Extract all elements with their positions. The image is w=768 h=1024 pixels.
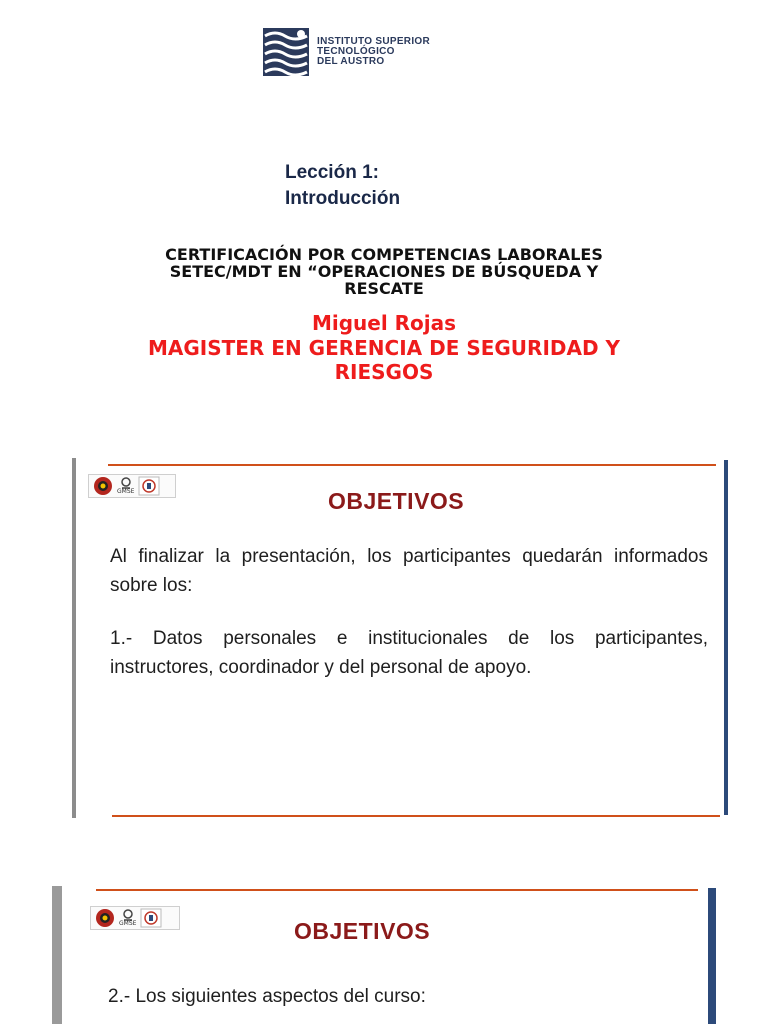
slide-badges	[90, 906, 180, 930]
firefighter-emblem-icon	[93, 476, 113, 496]
slide-left-bar	[52, 886, 62, 1024]
institution-line-2: TECNOLÓGICO	[317, 46, 395, 57]
author-degree	[60, 336, 708, 384]
slide-top-rule	[96, 889, 698, 891]
slide-title: OBJETIVOS	[328, 488, 465, 514]
slide-right-bar	[724, 460, 728, 815]
institutional-seal-icon	[140, 908, 162, 928]
certification-line-2: SETEC/MDT EN “OPERACIONES DE BÚSQUEDA Y	[169, 262, 599, 281]
gmse-logo-icon	[117, 477, 134, 495]
slide-item-1: 1.- Datos personales e institucionales de los participantes, instructores, coordinador y del personal de apoyo.	[110, 628, 708, 678]
slide-top-rule	[108, 464, 716, 466]
institution-logo	[263, 28, 430, 76]
gmse-label: GMSE	[117, 488, 135, 495]
slide-title: OBJETIVOS	[294, 918, 431, 944]
wave-shield-logo-icon	[263, 28, 309, 76]
lesson-number: Lección 1:	[285, 162, 379, 183]
slide-objetivos-2	[52, 886, 716, 1024]
slide-intro-text: Al finalizar la presentación, los participantes quedarán informados sobre los:	[110, 546, 708, 596]
certification-title	[60, 246, 708, 297]
lesson-title: Introducción	[285, 188, 401, 209]
institution-line-1: INSTITUTO SUPERIOR	[317, 36, 431, 47]
institutional-seal-icon	[138, 476, 160, 496]
slide-bottom-rule	[112, 815, 720, 817]
author-degree-line-1: MAGISTER EN GERENCIA DE SEGURIDAD Y	[147, 336, 621, 360]
slide-right-bar	[708, 888, 716, 1024]
certification-line-1: CERTIFICACIÓN POR COMPETENCIAS LABORALES	[165, 245, 603, 264]
slide-left-bar	[72, 458, 76, 818]
firefighter-emblem-icon	[95, 908, 115, 928]
lesson-heading	[285, 160, 400, 212]
author-name: Miguel Rojas	[311, 311, 457, 335]
slide-objetivos-1	[72, 458, 728, 818]
institution-line-3: DEL AUSTRO	[317, 56, 385, 67]
institution-name	[317, 37, 430, 67]
author-degree-line-2: RIESGOS	[334, 360, 434, 384]
slide-badges	[88, 474, 176, 498]
slide-item-2: 2.- Los siguientes aspectos del curso:	[108, 986, 426, 1007]
gmse-logo-icon	[119, 909, 136, 927]
certification-line-3: RESCATE	[344, 279, 424, 298]
gmse-label: GMSE	[119, 920, 137, 927]
